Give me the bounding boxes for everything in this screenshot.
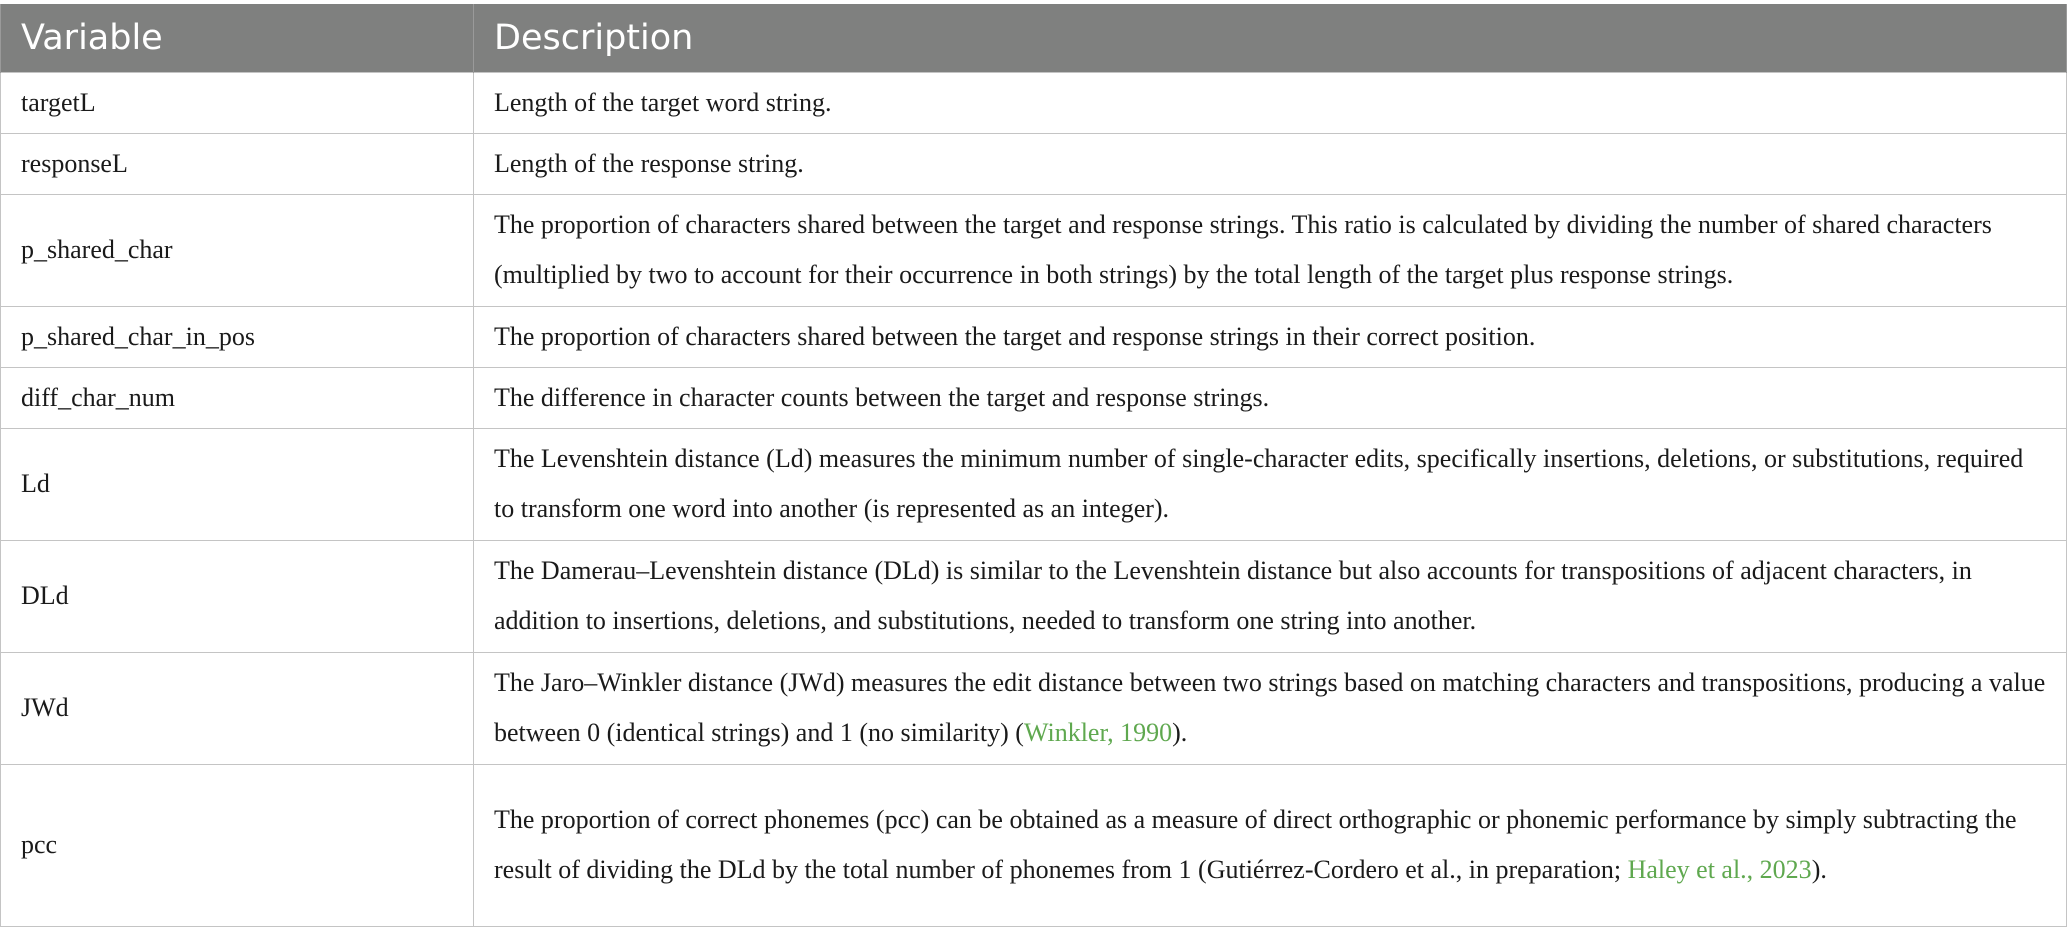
column-header-description: Description	[474, 4, 2067, 72]
table-row	[1, 72, 2067, 133]
description-cell: Length of the target word string.	[474, 72, 2067, 133]
description-cell	[474, 652, 2067, 764]
table-row	[1, 133, 2067, 194]
description-cell: The Levenshtein distance (Ld) measures the minimum number of single-character edits, specifically insertions, deletions, or substitutions, required to transform one word into another (is represented as an integer).	[474, 428, 2067, 540]
variable-cell: p_shared_char_in_pos	[1, 306, 474, 367]
variable-cell: targetL	[1, 72, 474, 133]
table-row	[1, 540, 2067, 652]
variable-cell: pcc	[1, 764, 474, 926]
description-text: The Jaro–Winkler distance (JWd) measures the edit distance between two strings based on matching characters and transpositions, producing a value between 0 (identical strings) and 1 (no similarity) (	[494, 668, 2046, 747]
description-text: The proportion of correct phonemes (pcc) can be obtained as a measure of direct orthographic or phonemic performance by simply subtracting the result of dividing the DLd by the total number of phonemes from 1 (Gutiérrez-Cordero et al., in preparation;	[494, 805, 2017, 884]
table-row	[1, 367, 2067, 428]
column-header-variable: Variable	[1, 4, 474, 72]
variable-cell: diff_char_num	[1, 367, 474, 428]
table-row	[1, 306, 2067, 367]
description-cell: Length of the response string.	[474, 133, 2067, 194]
table-row	[1, 428, 2067, 540]
variable-cell: DLd	[1, 540, 474, 652]
variable-cell: JWd	[1, 652, 474, 764]
table-header-row	[1, 4, 2067, 72]
description-cell: The proportion of characters shared between the target and response strings in their correct position.	[474, 306, 2067, 367]
description-cell: The difference in character counts between the target and response strings.	[474, 367, 2067, 428]
table-row	[1, 652, 2067, 764]
description-text-end: ).	[1811, 855, 1827, 884]
variable-cell: Ld	[1, 428, 474, 540]
variables-table-container	[0, 4, 2066, 927]
table-row	[1, 764, 2067, 926]
variable-cell: p_shared_char	[1, 194, 474, 306]
description-text-end: ).	[1172, 718, 1188, 747]
variables-table	[0, 4, 2067, 927]
description-cell	[474, 764, 2067, 926]
variable-cell: responseL	[1, 133, 474, 194]
description-cell: The proportion of characters shared between the target and response strings. This ratio is calculated by dividing the number of shared characters (multiplied by two to account for their occurrence in both strings) by the total length of the target plus response strings.	[474, 194, 2067, 306]
description-cell: The Damerau–Levenshtein distance (DLd) is similar to the Levenshtein distance but also accounts for transpositions of adjacent characters, in addition to insertions, deletions, and substitutions, needed to transform one string into another.	[474, 540, 2067, 652]
citation-link-haley-2023[interactable]: Haley et al., 2023	[1627, 855, 1812, 884]
table-row	[1, 194, 2067, 306]
citation-link-winkler-1990[interactable]: Winkler, 1990	[1023, 718, 1173, 747]
